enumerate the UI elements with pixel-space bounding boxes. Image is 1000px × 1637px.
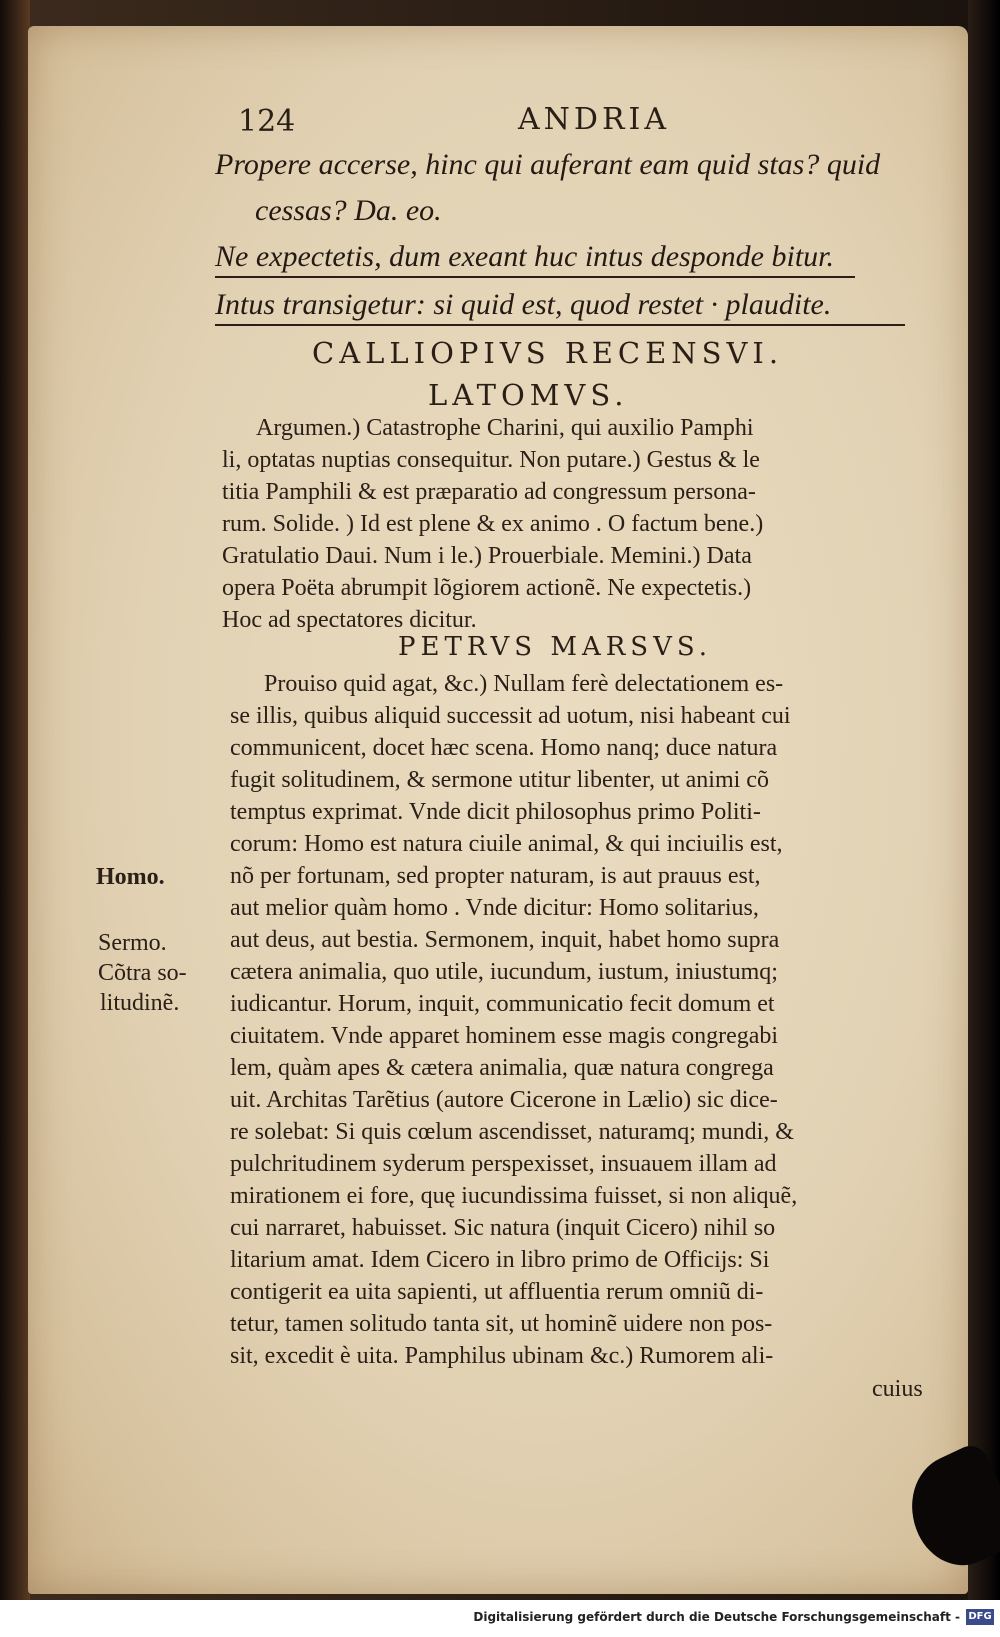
text-line: litarium amat. Idem Cicero in libro primo de Officijs: Si	[230, 1247, 770, 1273]
text-line: contigerit ea uita sapienti, ut affluentia rerum omniũ di-	[230, 1279, 764, 1305]
text-line: Hoc ad spectatores dicitur.	[222, 607, 477, 633]
footer-credit: Digitalisierung gefördert durch die Deutsche Forschungsgemeinschaft -	[473, 1610, 960, 1624]
margin-note-homo: Homo.	[96, 864, 165, 890]
text-line: iudicantur. Horum, inquit, communicatio fecit domum et	[230, 991, 775, 1017]
dfg-logo-icon: DFG	[966, 1609, 994, 1625]
verse-line-3: Ne expectetis, dum exeant huc intus desponde bitur.	[215, 240, 835, 273]
verse-line-4: Intus transigetur: si quid est, quod restet · plaudite.	[215, 288, 832, 321]
text-line: re solebat: Si quis cœlum ascendisset, naturamq; mundi, &	[230, 1119, 794, 1145]
text-line: tetur, tamen solitudo tanta sit, ut hominẽ uidere non pos-	[230, 1311, 773, 1337]
text-line: li, optatas nuptias consequitur. Non putare.) Gestus & le	[222, 447, 760, 473]
verse-line-1: Propere accerse, hinc qui auferant eam quid stas? quid	[215, 148, 881, 181]
text-line: opera Poëta abrumpit lõgiorem actionẽ. Ne expectetis.)	[222, 575, 752, 601]
text-line: Argumen.) Catastrophe Charini, qui auxilio Pamphi	[256, 415, 754, 441]
text-line: nõ per fortunam, sed propter naturam, is aut prauus est,	[230, 863, 761, 889]
text-line: se illis, quibus aliquid successit ad uotum, nisi habeant cui	[230, 703, 791, 729]
ink-underline	[215, 276, 855, 278]
page-number: 124	[238, 104, 296, 139]
marsus-commentary	[230, 668, 950, 1372]
text-line: fugit solitudinem, & sermone utitur libenter, ut animi cõ	[230, 767, 769, 793]
text-line: corum: Homo est natura ciuile animal, & qui inciuilis est,	[230, 831, 783, 857]
margin-note-solitudinem: litudinẽ.	[100, 990, 180, 1016]
text-line: cætera animalia, quo utile, iucundum, iustum, iniustumq;	[230, 959, 778, 985]
text-line: cui narraret, habuisset. Sic natura (inquit Cicero) nihil so	[230, 1215, 776, 1241]
footer-bar	[0, 1600, 1000, 1637]
text-line: rum. Solide. ) Id est plene & ex animo . O factum bene.)	[222, 511, 764, 537]
running-head: ANDRIA	[518, 102, 671, 137]
latomus-commentary	[222, 412, 942, 636]
text-line: Gratulatio Daui. Num i le.) Prouerbiale. Memini.) Data	[222, 543, 752, 569]
text-line: aut melior quàm homo . Vnde dicitur: Homo solitarius,	[230, 895, 759, 921]
text-line: mirationem ei fore, quę iucundissima fuisset, si non aliquẽ,	[230, 1183, 798, 1209]
text-line: titia Pamphili & est præparatio ad congressum persona-	[222, 479, 756, 505]
page-edge-shadow	[968, 0, 1000, 1600]
text-line: aut deus, aut bestia. Sermonem, inquit, habet homo supra	[230, 927, 780, 953]
page-header	[238, 104, 938, 144]
heading-marsus: PETRVS MARSVS.	[398, 632, 713, 662]
text-line: pulchritudinem syderum perspexisset, insuauem illam ad	[230, 1151, 777, 1177]
verse-line-2: cessas? Da. eo.	[255, 194, 442, 227]
text-line: ciuitatem. Vnde apparet hominem esse magis congregabi	[230, 1023, 779, 1049]
text-line: lem, quàm apes & cætera animalia, quæ natura congrega	[230, 1055, 774, 1081]
catchword: cuius	[872, 1376, 923, 1402]
heading-latomus: LATOMVS.	[428, 378, 629, 412]
text-line: communicent, docet hæc scena. Homo nanq; duce natura	[230, 735, 778, 761]
margin-note-sermo: Sermo.	[98, 930, 167, 956]
text-line: Prouiso quid agat, &c.) Nullam ferè delectationem es-	[264, 671, 784, 697]
text-line: sit, excedit è uita. Pamphilus ubinam &c.) Rumorem ali-	[230, 1343, 774, 1369]
margin-note-contra: Cõtra so-	[98, 960, 187, 986]
heading-calliopius: CALLIOPIVS RECENSVI.	[312, 336, 784, 370]
text-line: temptus exprimat. Vnde dicit philosophus primo Politi-	[230, 799, 761, 825]
text-line: uit. Architas Tarẽtius (autore Cicerone in Lælio) sic dice-	[230, 1087, 778, 1113]
book-spine	[0, 0, 30, 1637]
ink-underline	[215, 324, 905, 326]
